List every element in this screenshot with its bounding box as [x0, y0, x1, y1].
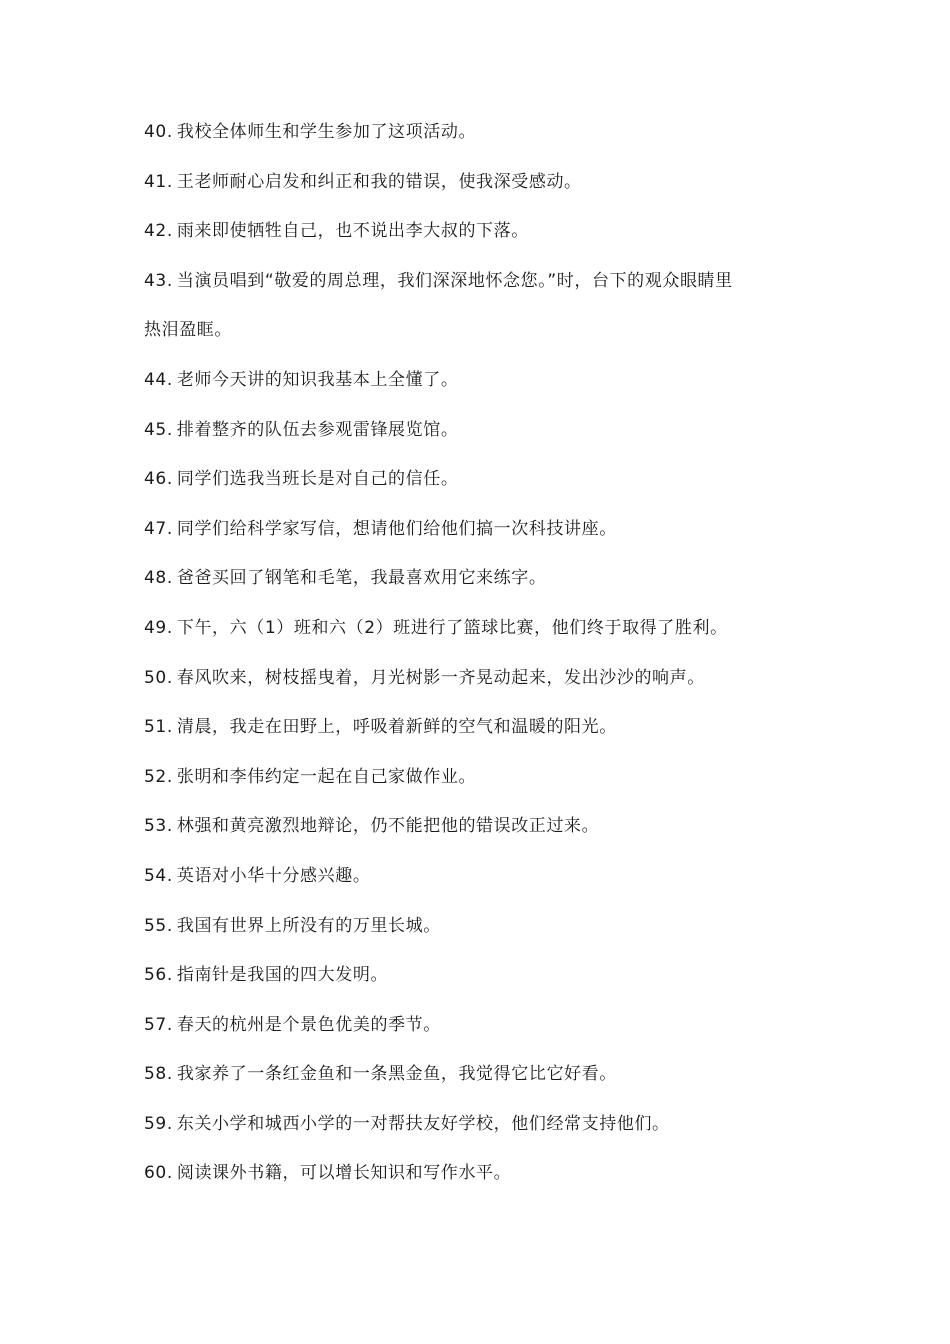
item-number: 48. [144, 568, 173, 589]
item-number: 50. [144, 667, 173, 688]
list-item [144, 269, 824, 343]
list-item [144, 715, 824, 739]
item-text: 张明和李伟约定一起在自己家做作业。 [176, 766, 477, 787]
list-item [144, 616, 824, 640]
item-number: 46. [144, 469, 173, 490]
list-item [144, 170, 824, 194]
item-text-continuation: 热泪盈眶。 [144, 320, 232, 341]
item-text: 同学们给科学家写信，想请他们给他们搞一次科技讲座。 [176, 518, 617, 539]
sentence-list [144, 120, 824, 1211]
item-text: 清晨，我走在田野上，呼吸着新鲜的空气和温暖的阳光。 [176, 717, 617, 738]
list-item [144, 120, 824, 144]
item-number: 41. [144, 171, 173, 192]
item-text: 下午，六（1）班和六（2）班进行了篮球比赛，他们终于取得了胜利。 [176, 617, 728, 638]
item-text: 王老师耐心启发和纠正和我的错误，使我深受感动。 [176, 171, 582, 192]
list-item [144, 914, 824, 938]
item-number: 45. [144, 419, 173, 440]
item-text: 同学们选我当班长是对自己的信任。 [176, 469, 459, 490]
item-number: 44. [144, 369, 173, 390]
item-text: 我国有世界上所没有的万里长城。 [176, 915, 441, 936]
list-item [144, 1013, 824, 1037]
item-text: 当演员唱到“敬爱的周总理，我们深深地怀念您。”时，台下的观众眼睛里 [176, 270, 733, 291]
list-item [144, 1062, 824, 1086]
list-item [144, 1161, 824, 1185]
item-number: 55. [144, 915, 173, 936]
item-number: 47. [144, 518, 173, 539]
list-item [144, 517, 824, 541]
list-item [144, 1112, 824, 1136]
item-text: 我校全体师生和学生参加了这项活动。 [176, 122, 477, 142]
item-number: 54. [144, 865, 173, 886]
item-text: 阅读课外书籍，可以增长知识和写作水平。 [176, 1163, 512, 1184]
item-number: 59. [144, 1113, 173, 1134]
list-item [144, 814, 824, 838]
item-text: 春天的杭州是个景色优美的季节。 [176, 1014, 441, 1035]
list-item [144, 368, 824, 392]
item-number: 58. [144, 1064, 173, 1085]
list-item [144, 219, 824, 243]
item-number: 57. [144, 1014, 173, 1035]
item-text: 老师今天讲的知识我基本上全懂了。 [176, 369, 459, 390]
list-item [144, 566, 824, 590]
item-text: 春风吹来，树枝摇曳着，月光树影一齐晃动起来，发出沙沙的响声。 [176, 667, 705, 688]
item-number: 56. [144, 965, 173, 986]
item-text: 我家养了一条红金鱼和一条黑金鱼，我觉得它比它好看。 [176, 1064, 617, 1085]
list-item [144, 963, 824, 987]
list-item [144, 765, 824, 789]
item-number: 42. [144, 221, 173, 242]
item-text: 指南针是我国的四大发明。 [176, 965, 389, 986]
item-number: 60. [144, 1163, 173, 1184]
item-number: 52. [144, 766, 173, 787]
item-number: 53. [144, 816, 173, 837]
item-text: 爸爸买回了钢笔和毛笔，我最喜欢用它来练字。 [176, 568, 547, 589]
list-item [144, 418, 824, 442]
item-text: 英语对小华十分感兴趣。 [176, 865, 371, 886]
item-number: 43. [144, 270, 173, 291]
item-number: 40. [144, 122, 173, 142]
item-text: 林强和黄亮激烈地辩论，仍不能把他的错误改正过来。 [176, 816, 600, 837]
item-number: 51. [144, 717, 173, 738]
item-text: 雨来即使牺牲自己，也不说出李大叔的下落。 [176, 221, 529, 242]
list-item [144, 864, 824, 888]
item-text: 东关小学和城西小学的一对帮扶友好学校，他们经常支持他们。 [176, 1113, 670, 1134]
item-number: 49. [144, 617, 173, 638]
list-item [144, 467, 824, 491]
list-item [144, 666, 824, 690]
item-text: 排着整齐的队伍去参观雷锋展览馆。 [176, 419, 459, 440]
